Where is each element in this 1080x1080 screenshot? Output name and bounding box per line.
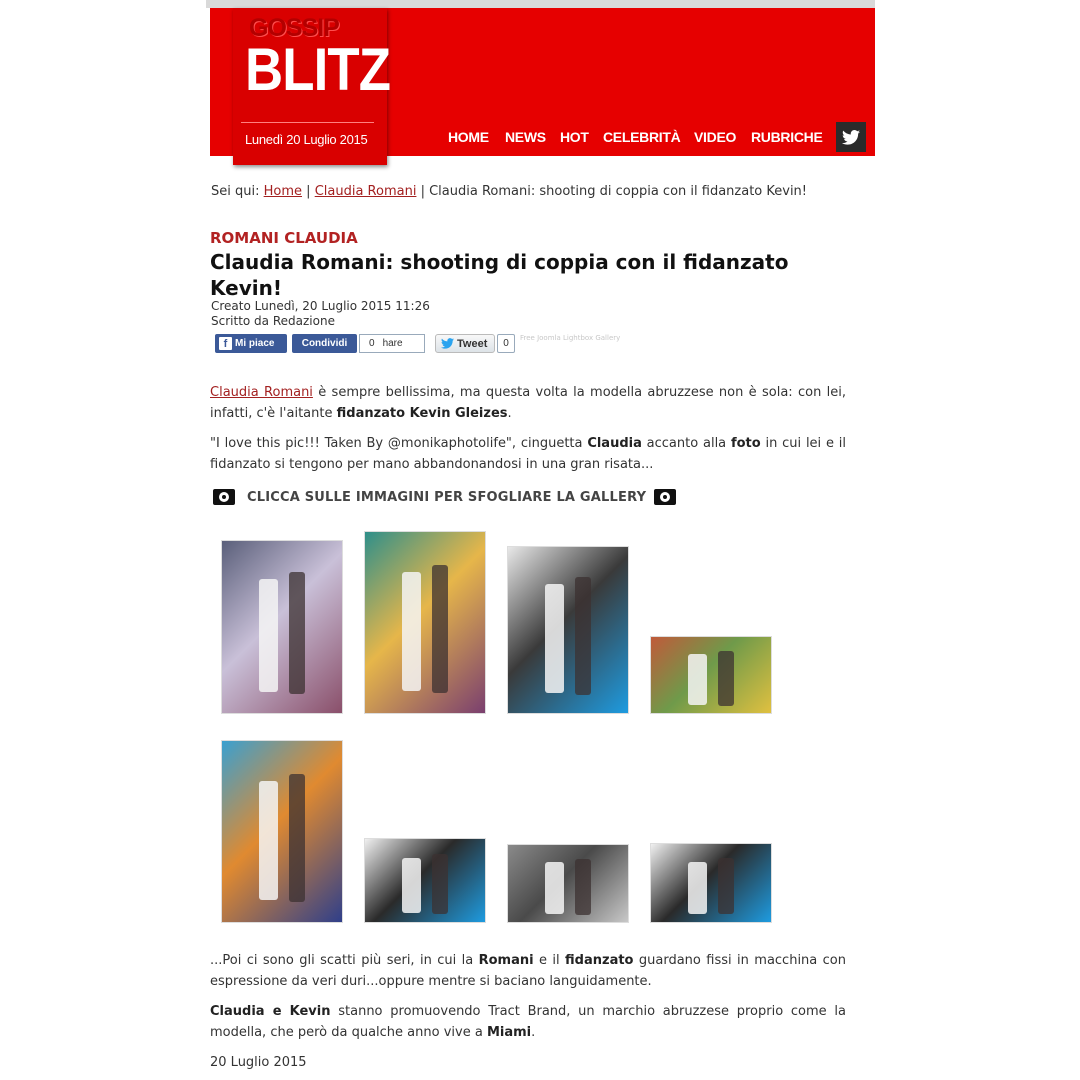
photo-graffiti-wall-1[interactable] — [650, 636, 772, 714]
breadcrumb-category-link[interactable]: Claudia Romani — [314, 184, 417, 199]
bold-text: Claudia — [587, 436, 642, 451]
nav-news[interactable]: NEWS — [505, 129, 546, 145]
photo-graffiti-couple-1[interactable] — [221, 540, 343, 714]
breadcrumb-prefix: Sei qui: — [211, 184, 260, 199]
article-paragraph-4 — [210, 1001, 846, 1043]
article-author: Scritto da Redazione — [211, 314, 335, 328]
paragraph-text: e il — [533, 953, 566, 968]
twitter-icon[interactable] — [836, 122, 866, 152]
paragraph-text: "I love this pic!!! Taken By @monikaphotolife", cinguetta — [210, 436, 588, 451]
person-figure — [575, 859, 591, 914]
person-figure — [289, 774, 305, 902]
article-date-footer: 20 Luglio 2015 — [210, 1055, 307, 1070]
nav-home[interactable]: HOME — [448, 129, 489, 145]
logo-divider — [241, 122, 374, 123]
facebook-icon: f — [219, 337, 232, 350]
nav-celebrita[interactable]: CELEBRITÀ — [603, 129, 681, 145]
tweet-count: 0 — [503, 338, 509, 349]
photo-street-couple[interactable] — [507, 844, 629, 923]
facebook-share-button[interactable] — [292, 334, 357, 353]
article-paragraph-2 — [210, 433, 846, 475]
paragraph-text: in cui lei e il fidanzato si tengono per mano abbandonandosi in una gran risata... — [210, 436, 846, 472]
article-category[interactable]: ROMANI CLAUDIA — [210, 229, 358, 247]
tweet-button[interactable] — [435, 334, 495, 353]
person-figure — [432, 565, 448, 693]
photo-white-wall-couple-3[interactable] — [650, 843, 772, 923]
bold-text: fidanzato Kevin Gleizes — [336, 406, 508, 421]
logo-gossip-text: GOSSIP — [249, 14, 339, 42]
person-figure — [718, 858, 734, 914]
breadcrumb-separator: | — [306, 184, 311, 199]
nav-rubriche[interactable]: RUBRICHE — [751, 129, 823, 145]
paragraph-text: è sempre bellissima, ma questa volta la modella abruzzese non è sola: con lei, infatti, c'è l'aitante — [210, 385, 846, 421]
article-created-date: Creato Lunedì, 20 Luglio 2015 11:26 — [211, 299, 430, 313]
person-figure — [289, 572, 305, 694]
paragraph-text: accanto alla — [641, 436, 731, 451]
person-figure — [545, 584, 565, 693]
person-figure — [259, 781, 279, 900]
bold-text: fidanzato — [565, 953, 634, 968]
breadcrumb — [211, 184, 807, 199]
paragraph-text: guardano fissi in macchina con espressione da veri duri...oppure mentre si baciano languidamente. — [210, 953, 846, 989]
person-figure — [259, 579, 279, 692]
tweet-counter — [497, 334, 515, 353]
person-figure — [688, 654, 708, 705]
nav-hot[interactable]: HOT — [560, 129, 589, 145]
share-counter — [359, 334, 425, 353]
breadcrumb-separator: | — [420, 184, 425, 199]
camera-icon — [654, 489, 676, 505]
bold-text: Miami — [486, 1025, 532, 1040]
photo-white-wall-couple-1[interactable] — [507, 546, 629, 714]
photo-graffiti-stairs[interactable] — [221, 740, 343, 923]
top-bar — [206, 0, 875, 8]
facebook-share-label: Condividi — [301, 338, 348, 349]
lightbox-credit[interactable]: Free Joomla Lightbox Gallery — [520, 334, 621, 342]
tweet-label: Tweet — [457, 337, 488, 350]
claudia-romani-link[interactable]: Claudia Romani — [210, 385, 313, 400]
person-figure — [402, 858, 422, 913]
share-count-label: hare — [382, 338, 403, 349]
gallery-cta — [213, 489, 676, 505]
gallery-cta-text: CLICCA SULLE IMMAGINI PER SFOGLIARE LA GALLERY — [247, 489, 647, 505]
facebook-like-button[interactable] — [215, 334, 287, 353]
logo-blitz-text[interactable]: BLITZ — [245, 36, 391, 103]
bold-text: Claudia e Kevin — [210, 1004, 331, 1019]
article-title: Claudia Romani: shooting di coppia con il fidanzato Kevin! — [210, 250, 789, 300]
person-figure — [402, 572, 422, 691]
paragraph-text: stanno promuovendo Tract Brand, un marchio abruzzese proprio come la modella, che però da qualche anno vive a — [210, 1004, 846, 1040]
header-date: Lunedì 20 Luglio 2015 — [245, 132, 368, 147]
article-paragraph-1 — [210, 382, 846, 424]
person-figure — [688, 862, 708, 914]
paragraph-text: . — [507, 406, 512, 421]
breadcrumb-home-link[interactable]: Home — [263, 184, 303, 199]
paragraph-text: . — [531, 1025, 536, 1040]
person-figure — [432, 854, 448, 914]
photo-white-wall-couple-2[interactable] — [364, 838, 486, 923]
person-figure — [545, 862, 565, 913]
camera-icon — [213, 489, 235, 505]
breadcrumb-current: Claudia Romani: shooting di coppia con il fidanzato Kevin! — [429, 184, 808, 199]
photo-graffiti-couple-2[interactable] — [364, 531, 486, 714]
bold-text: foto — [730, 436, 761, 451]
article-paragraph-3 — [210, 950, 846, 992]
facebook-like-label: Mi piace — [235, 338, 275, 349]
share-count: 0 — [369, 338, 375, 349]
nav-video[interactable]: VIDEO — [694, 129, 737, 145]
bold-text: Romani — [478, 953, 534, 968]
person-figure — [718, 651, 734, 706]
paragraph-text: ...Poi ci sono gli scatti più seri, in cui la — [210, 953, 479, 968]
person-figure — [575, 577, 591, 695]
twitter-bird-icon — [441, 338, 454, 349]
